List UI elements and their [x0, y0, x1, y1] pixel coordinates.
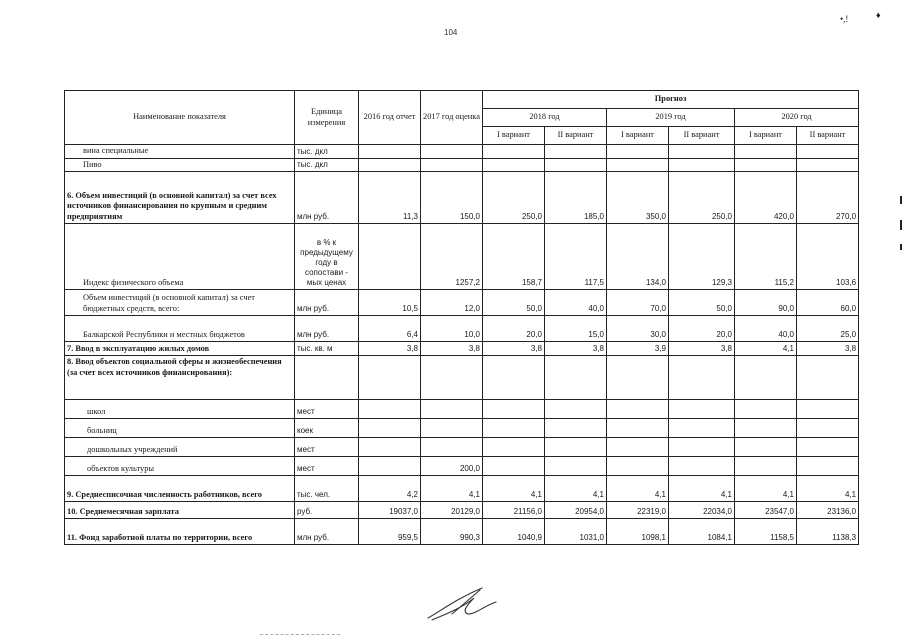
cell-2018-v1: 3,8: [483, 342, 545, 356]
cell-2020-v2: [797, 400, 859, 419]
cell-2019-v1: 22319,0: [607, 502, 669, 519]
row-label: вина специальные: [65, 145, 295, 159]
header-2016: 2016 год отчет: [359, 91, 421, 145]
cell-2018-v1: 21156,0: [483, 502, 545, 519]
row-unit: млн руб.: [295, 172, 359, 224]
cell-2017: 3,8: [421, 342, 483, 356]
cell-2018-v1: [483, 438, 545, 457]
cell-2017: 12,0: [421, 290, 483, 316]
cell-2020-v1: [735, 356, 797, 400]
row-label: 11. Фонд заработной платы по территории, всего: [65, 519, 295, 545]
cell-2018-v2: [545, 419, 607, 438]
forecast-table: [64, 90, 859, 545]
cell-2020-v2: [797, 145, 859, 159]
row-unit: тыс. кв. м: [295, 342, 359, 356]
row-label: дошкольных учреждений: [65, 438, 295, 457]
cell-2018-v2: [545, 400, 607, 419]
cell-2018-v1: [483, 419, 545, 438]
cell-2018-v1: [483, 400, 545, 419]
cell-2020-v1: 420,0: [735, 172, 797, 224]
header-variant-2: II вариант: [545, 127, 607, 145]
row-unit: тыс. дкл: [295, 145, 359, 159]
cell-2019-v2: [669, 457, 735, 476]
header-variant-2: II вариант: [669, 127, 735, 145]
cell-2019-v1: 30,0: [607, 316, 669, 342]
cell-2018-v1: 158,7: [483, 224, 545, 290]
cell-2019-v1: [607, 457, 669, 476]
cell-2019-v2: [669, 400, 735, 419]
header-variant-1: I вариант: [607, 127, 669, 145]
cell-2020-v1: 23547,0: [735, 502, 797, 519]
cell-2019-v2: 22034,0: [669, 502, 735, 519]
cell-2019-v2: 20,0: [669, 316, 735, 342]
cell-2020-v2: 103,6: [797, 224, 859, 290]
cell-2016: 959,5: [359, 519, 421, 545]
scan-edge-mark: [900, 244, 902, 250]
header-year-2019: 2019 год: [607, 109, 735, 127]
header-variant-1: I вариант: [735, 127, 797, 145]
header-variant-1: I вариант: [483, 127, 545, 145]
cell-2017: 990,3: [421, 519, 483, 545]
cell-2020-v2: 4,1: [797, 476, 859, 502]
cell-2019-v1: [607, 400, 669, 419]
row-unit: млн руб.: [295, 290, 359, 316]
cell-2019-v1: 3,9: [607, 342, 669, 356]
cell-2016: [359, 419, 421, 438]
cell-2018-v2: 4,1: [545, 476, 607, 502]
header-variant-2: II вариант: [797, 127, 859, 145]
cell-2019-v2: [669, 356, 735, 400]
row-label: больниц: [65, 419, 295, 438]
cell-2016: 10,5: [359, 290, 421, 316]
row-unit: коек: [295, 419, 359, 438]
cell-2018-v1: 250,0: [483, 172, 545, 224]
cell-2018-v1: 50,0: [483, 290, 545, 316]
cell-2018-v1: [483, 457, 545, 476]
table-row: [65, 158, 859, 172]
header-year-2018: 2018 год: [483, 109, 607, 127]
cell-2020-v2: [797, 419, 859, 438]
cell-2016: 19037,0: [359, 502, 421, 519]
cell-2017: 4,1: [421, 476, 483, 502]
cell-2016: [359, 356, 421, 400]
row-label: Пиво: [65, 158, 295, 172]
cell-2020-v1: [735, 145, 797, 159]
cell-2016: [359, 145, 421, 159]
page-number: 104: [444, 28, 458, 37]
table-row: [65, 457, 859, 476]
row-unit: мест: [295, 400, 359, 419]
cell-2018-v1: [483, 158, 545, 172]
cell-2020-v1: 4,1: [735, 476, 797, 502]
row-unit: тыс. дкл: [295, 158, 359, 172]
cell-2017: [421, 356, 483, 400]
table-row: [65, 342, 859, 356]
cell-2017: 150,0: [421, 172, 483, 224]
cell-2019-v1: [607, 438, 669, 457]
cell-2017: 10,0: [421, 316, 483, 342]
header-name: Наименование показателя: [65, 91, 295, 145]
cell-2018-v2: [545, 145, 607, 159]
table-row: [65, 172, 859, 224]
signature: [422, 584, 502, 624]
cell-2020-v2: 60,0: [797, 290, 859, 316]
cell-2017: 1257,2: [421, 224, 483, 290]
cell-2018-v1: [483, 145, 545, 159]
cell-2020-v1: 4,1: [735, 342, 797, 356]
row-unit: мест: [295, 457, 359, 476]
scan-edge-mark: [900, 220, 902, 230]
cell-2020-v2: [797, 356, 859, 400]
table-row: [65, 145, 859, 159]
cell-2018-v1: 20,0: [483, 316, 545, 342]
cell-2019-v1: 70,0: [607, 290, 669, 316]
cell-2019-v2: [669, 419, 735, 438]
cell-2020-v2: 270,0: [797, 172, 859, 224]
cell-2019-v2: 50,0: [669, 290, 735, 316]
cell-2020-v1: [735, 158, 797, 172]
cell-2020-v2: 25,0: [797, 316, 859, 342]
cell-2019-v2: 4,1: [669, 476, 735, 502]
cell-2019-v1: 1098,1: [607, 519, 669, 545]
cell-2019-v1: 134,0: [607, 224, 669, 290]
header-year-2020: 2020 год: [735, 109, 859, 127]
cell-2019-v1: [607, 356, 669, 400]
cell-2019-v2: 1084,1: [669, 519, 735, 545]
cell-2020-v1: 115,2: [735, 224, 797, 290]
cell-2020-v1: [735, 438, 797, 457]
cell-2018-v2: 3,8: [545, 342, 607, 356]
cell-2020-v1: [735, 419, 797, 438]
cell-2017: [421, 419, 483, 438]
cell-2017: [421, 145, 483, 159]
table-row: [65, 290, 859, 316]
row-label: школ: [65, 400, 295, 419]
cell-2020-v1: [735, 457, 797, 476]
cell-2018-v2: 1031,0: [545, 519, 607, 545]
table-row: [65, 356, 859, 400]
cell-2017: [421, 400, 483, 419]
cell-2019-v2: [669, 145, 735, 159]
cell-2019-v1: [607, 419, 669, 438]
cell-2018-v2: [545, 356, 607, 400]
cell-2018-v2: 185,0: [545, 172, 607, 224]
cell-2020-v2: [797, 457, 859, 476]
cell-2020-v1: [735, 400, 797, 419]
cell-2019-v1: 350,0: [607, 172, 669, 224]
row-unit: в % к предыдущему году в сопостави - мых ценах: [295, 224, 359, 290]
row-label: объектов культуры: [65, 457, 295, 476]
cell-2017: [421, 158, 483, 172]
cell-2019-v1: [607, 145, 669, 159]
cell-2018-v2: 15,0: [545, 316, 607, 342]
cell-2016: 6,4: [359, 316, 421, 342]
row-label: 10. Среднемесячная зарплата: [65, 502, 295, 519]
header-forecast: Прогноз: [483, 91, 859, 109]
cell-2016: [359, 158, 421, 172]
cell-2016: [359, 224, 421, 290]
table-row: [65, 400, 859, 419]
cell-2018-v1: [483, 356, 545, 400]
cell-2016: [359, 457, 421, 476]
row-label: 6. Объем инвестиций (в основной капитал) за счет всех источников финансирования по крупным и средним предприятиям: [65, 172, 295, 224]
cell-2016: [359, 438, 421, 457]
cell-2016: 4,2: [359, 476, 421, 502]
table-row: [65, 316, 859, 342]
table-row: [65, 476, 859, 502]
cell-2019-v2: 129,3: [669, 224, 735, 290]
cell-2017: [421, 438, 483, 457]
table-row: [65, 502, 859, 519]
cell-2018-v2: [545, 438, 607, 457]
header-2017: 2017 год оценка: [421, 91, 483, 145]
scan-mark: •,!: [840, 14, 849, 24]
cell-2018-v2: 20954,0: [545, 502, 607, 519]
cell-2018-v1: 1040,9: [483, 519, 545, 545]
scan-edge-mark: [900, 196, 902, 204]
cell-2016: 3,8: [359, 342, 421, 356]
cell-2019-v2: [669, 158, 735, 172]
cell-2019-v2: [669, 438, 735, 457]
cell-2017: 20129,0: [421, 502, 483, 519]
row-label: 9. Среднесписочная численность работников, всего: [65, 476, 295, 502]
cell-2018-v1: 4,1: [483, 476, 545, 502]
cell-2020-v1: 90,0: [735, 290, 797, 316]
table-row: [65, 224, 859, 290]
cell-2019-v2: 250,0: [669, 172, 735, 224]
row-unit: тыс. чел.: [295, 476, 359, 502]
cell-2020-v1: 1158,5: [735, 519, 797, 545]
cell-2020-v2: 23136,0: [797, 502, 859, 519]
header-unit: Единица измерения: [295, 91, 359, 145]
table-row: [65, 438, 859, 457]
cell-2016: 11,3: [359, 172, 421, 224]
row-unit: руб.: [295, 502, 359, 519]
row-label: 8. Ввод объектов социальной сферы и жизнеобеспечения (за счет всех источников финансирования):: [65, 356, 295, 400]
row-label: Балкарской Республики и местных бюджетов: [65, 316, 295, 342]
row-label: 7. Ввод в эксплуатацию жилых домов: [65, 342, 295, 356]
scan-edge-line: [260, 634, 340, 635]
cell-2018-v2: [545, 457, 607, 476]
row-label: Индекс физического объема: [65, 224, 295, 290]
cell-2019-v2: 3,8: [669, 342, 735, 356]
cell-2018-v2: 117,5: [545, 224, 607, 290]
table-row: [65, 519, 859, 545]
cell-2018-v2: [545, 158, 607, 172]
row-unit: [295, 356, 359, 400]
cell-2020-v1: 40,0: [735, 316, 797, 342]
scan-mark: ♦: [876, 10, 881, 20]
row-unit: мест: [295, 438, 359, 457]
cell-2019-v1: 4,1: [607, 476, 669, 502]
cell-2020-v2: 1138,3: [797, 519, 859, 545]
row-label: Объем инвестиций (в основной капитал) за счет бюджетных средств, всего:: [65, 290, 295, 316]
row-unit: млн руб.: [295, 316, 359, 342]
cell-2020-v2: [797, 158, 859, 172]
cell-2020-v2: [797, 438, 859, 457]
cell-2018-v2: 40,0: [545, 290, 607, 316]
cell-2019-v1: [607, 158, 669, 172]
table-row: [65, 419, 859, 438]
cell-2020-v2: 3,8: [797, 342, 859, 356]
row-unit: млн руб.: [295, 519, 359, 545]
cell-2016: [359, 400, 421, 419]
cell-2017: 200,0: [421, 457, 483, 476]
